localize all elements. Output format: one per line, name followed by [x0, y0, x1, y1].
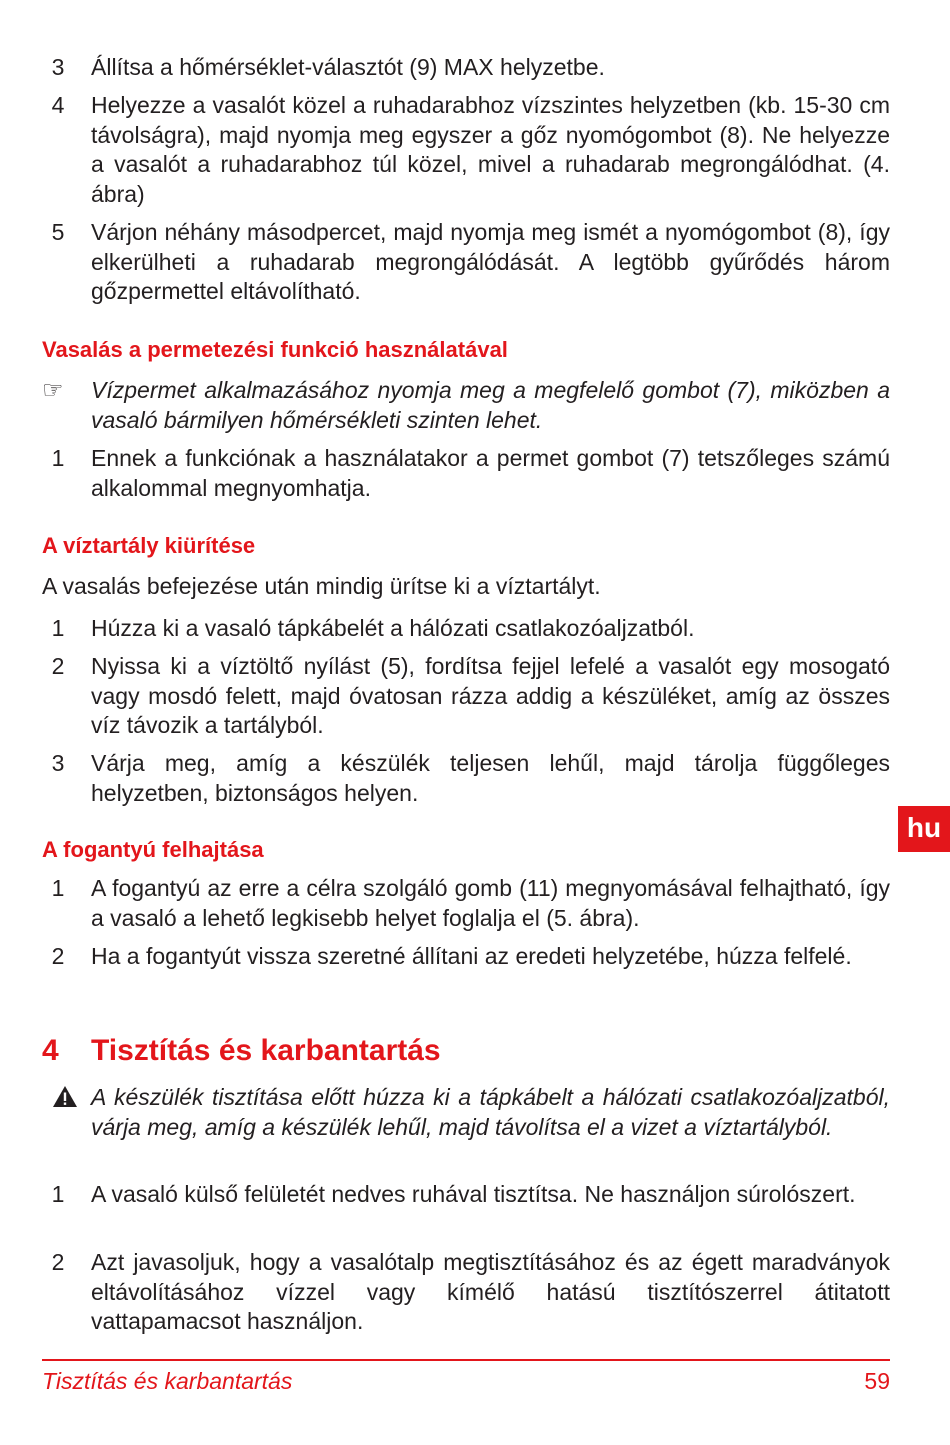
item-number: 3: [51, 54, 65, 80]
list-item: [42, 218, 890, 307]
footer-section-title: Tisztítás és karbantartás: [42, 1368, 293, 1394]
item-text: Állítsa a hőmérséklet-választót (9) MAX helyzetbe.: [91, 54, 605, 80]
list-item: [42, 749, 890, 808]
item-number: 3: [51, 750, 65, 776]
warning-triangle-icon: [52, 1085, 78, 1116]
item-text: Várjon néhány másodpercet, majd nyomja meg ismét a nyomógombot (8), így elkerülheti a ruhadarab megrongálódását. A legtöbb gyűrődés három gőzpermettel eltávolítható.: [91, 219, 890, 304]
list-item: [42, 91, 890, 209]
item-text: Ha a fogantyút vissza szeretné állítani az eredeti helyzetébe, húzza felfelé.: [91, 943, 852, 969]
item-number: 1: [51, 615, 65, 641]
item-text: Húzza ki a vasaló tápkábelét a hálózati csatlakozóaljzatból.: [91, 615, 695, 641]
item-number: 2: [51, 653, 65, 679]
language-tab: hu: [898, 806, 950, 852]
warning: [42, 1083, 890, 1142]
warning-text: A készülék tisztítása előtt húzza ki a tápkábelt a hálózati csatlakozóaljzatból, várja meg, amíg a készülék lehűl, majd távolítsa el a vizet a víztartályból.: [91, 1084, 890, 1140]
page-number: 59: [864, 1368, 890, 1394]
item-text: Azt javasoljuk, hogy a vasalótalp megtisztításához és az égett maradványok eltávolításához vízzel vagy kímélő hatású tisztítószerrel átitatott vattapamacsot használjon.: [91, 1249, 890, 1334]
item-text: A vasaló külső felületét nedves ruhával tisztítsa. Ne használjon súrolószert.: [91, 1181, 856, 1207]
chapter-number: 4: [42, 1034, 59, 1067]
item-text: Nyissa ki a víztöltő nyílást (5), fordítsa fejjel lefelé a vasalót egy mosogató vagy mosdó felett, majd óvatosan rázza addig a készüléket, amíg az összes víz távozik a tartályból.: [91, 653, 890, 738]
list-item: [42, 53, 890, 83]
note: [42, 376, 890, 435]
item-text: Ennek a funkciónak a használatakor a permet gombot (7) tetszőleges számú alkalommal megnyomhatja.: [91, 445, 890, 501]
item-text: Helyezze a vasalót közel a ruhadarabhoz vízszintes helyzetben (kb. 15-30 cm távolságra), majd nyomja meg egyszer a gőz nyomógombot (8). Ne helyezze a vasalót a ruhadarabhoz túl közel, mivel a ruhadarab megrongálódhat. (4. ábra): [91, 92, 890, 207]
list-item: [42, 1248, 890, 1337]
item-number: 1: [51, 1181, 65, 1207]
list-item: [42, 942, 890, 972]
section-heading-spray: Vasalás a permetezési funkció használatával: [42, 337, 508, 362]
list-item: [42, 614, 890, 644]
list-item: [42, 874, 890, 933]
item-number: 1: [51, 445, 65, 471]
intro-text: A vasalás befejezése után mindig ürítse ki a víztartályt.: [42, 573, 601, 599]
item-number: 4: [51, 92, 65, 118]
chapter-title: Tisztítás és karbantartás: [91, 1034, 441, 1067]
chapter-heading: [42, 1033, 441, 1069]
list-item: [42, 1180, 890, 1210]
section-heading-handle: A fogantyú felhajtása: [42, 837, 264, 862]
list-item: [42, 652, 890, 741]
list-item: [42, 444, 890, 503]
section-heading-drain: A víztartály kiürítése: [42, 533, 256, 558]
pointing-hand-icon: ☞: [42, 377, 64, 404]
item-number: 2: [51, 1249, 65, 1275]
note-text: Vízpermet alkalmazásához nyomja meg a megfelelő gombot (7), miközben a vasaló bármilyen hőmérsékleti szinten lehet.: [91, 377, 890, 433]
footer-divider: [42, 1359, 890, 1361]
item-number: 2: [51, 943, 65, 969]
item-number: 5: [51, 219, 65, 245]
item-text: Várja meg, amíg a készülék teljesen lehűl, majd tárolja függőleges helyzetben, biztonságos helyen.: [91, 750, 890, 806]
item-number: 1: [51, 875, 65, 901]
item-text: A fogantyú az erre a célra szolgáló gomb (11) megnyomásával felhajtható, így a vasaló a lehető legkisebb helyet foglalja el (5. ábra).: [91, 875, 890, 931]
